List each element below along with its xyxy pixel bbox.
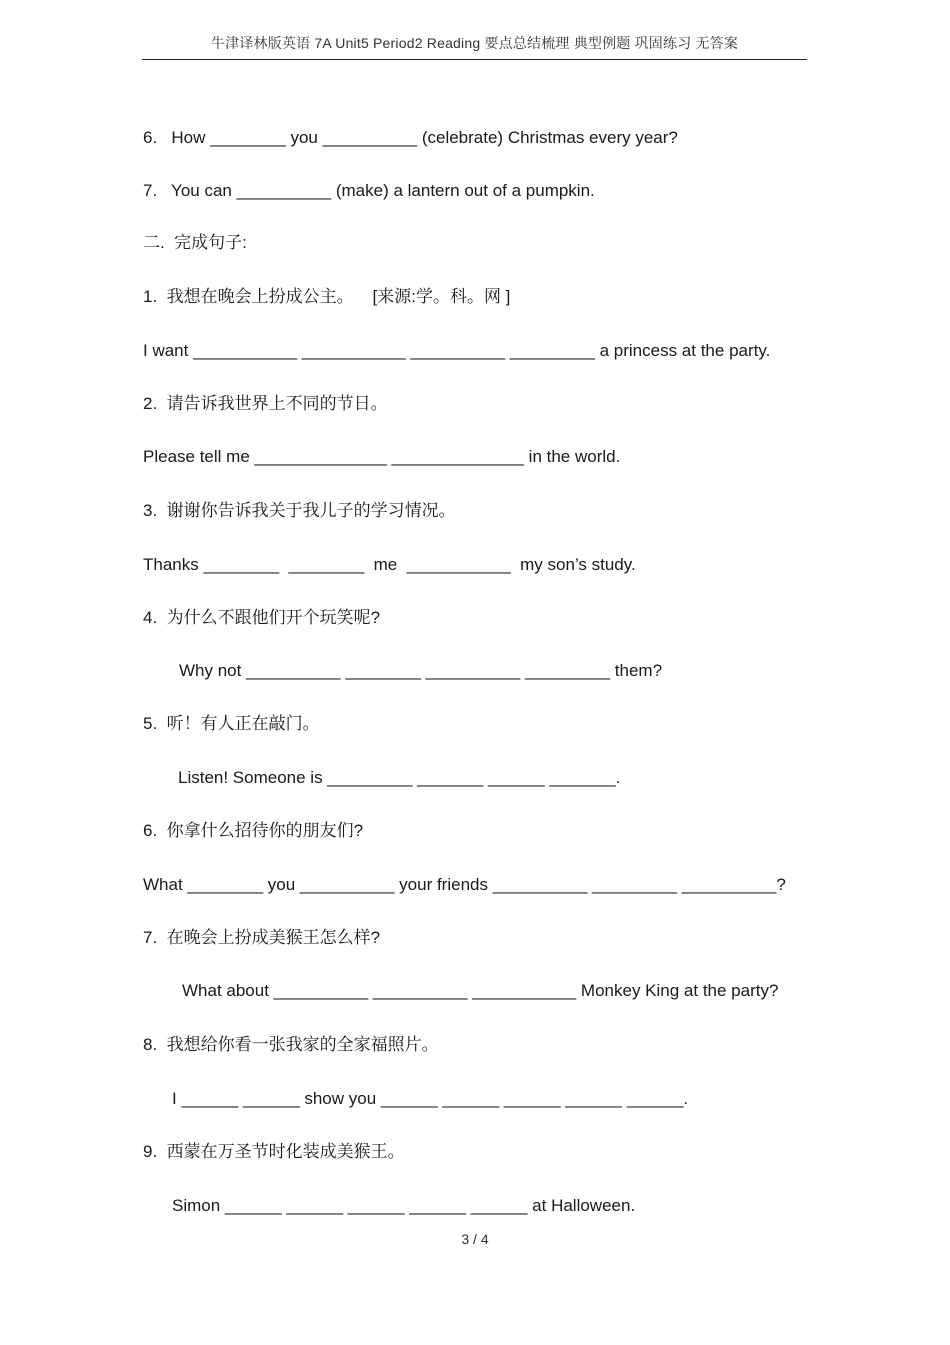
exercise-line: Thanks ________ ________ me ___________ my son’s study. bbox=[143, 555, 636, 574]
exercise-line: I want ___________ ___________ __________ _________ a princess at the party. bbox=[143, 341, 771, 360]
exercise-line: I ______ ______ show you ______ ______ ______ ______ ______. bbox=[172, 1089, 689, 1108]
header-divider bbox=[142, 59, 807, 60]
exercise-prompt: 5. 听！有人正在敲门。 bbox=[143, 714, 320, 733]
exercise-line: Why not __________ ________ __________ _________ them? bbox=[179, 661, 663, 680]
exercise-prompt: 6. 你拿什么招待你的朋友们? bbox=[143, 821, 364, 840]
exercise-line: 7. You can __________ (make) a lantern out of a pumpkin. bbox=[143, 181, 595, 200]
exercise-prompt: 8. 我想给你看一张我家的全家福照片。 bbox=[143, 1035, 439, 1054]
exercise-line: What about __________ __________ ___________ Monkey King at the party? bbox=[182, 981, 779, 1000]
exercise-prompt: 9. 西蒙在万圣节时化装成美猴王。 bbox=[143, 1142, 405, 1161]
page-header: 牛津译林版英语 7A Unit5 Period2 Reading 要点总结梳理 典型例题 巩固练习 无答案 bbox=[210, 35, 739, 51]
exercise-line: What ________ you __________ your friends __________ _________ __________? bbox=[143, 875, 786, 894]
exercise-prompt: 1. 我想在晚会上扮成公主。 [来源:学。科。网 ] bbox=[143, 287, 511, 306]
exercise-prompt: 7. 在晚会上扮成美猴王怎么样? bbox=[143, 928, 381, 947]
exercise-line: Simon ______ ______ ______ ______ ______ at Halloween. bbox=[172, 1196, 636, 1215]
exercise-prompt: 4. 为什么不跟他们开个玩笑呢? bbox=[143, 608, 381, 627]
exercise-line: 6. How ________ you __________ (celebrate) Christmas every year? bbox=[143, 128, 678, 147]
exercise-prompt: 2. 请告诉我世界上不同的节日。 bbox=[143, 394, 388, 413]
exercise-line: Please tell me ______________ ______________ in the world. bbox=[143, 447, 621, 466]
exercise-line: Listen! Someone is _________ _______ ______ _______. bbox=[178, 768, 621, 787]
page-number: 3 / 4 bbox=[461, 1231, 489, 1247]
exercise-prompt: 3. 谢谢你告诉我关于我儿子的学习情况。 bbox=[143, 501, 456, 520]
section-heading: 二. 完成句子: bbox=[143, 233, 247, 252]
